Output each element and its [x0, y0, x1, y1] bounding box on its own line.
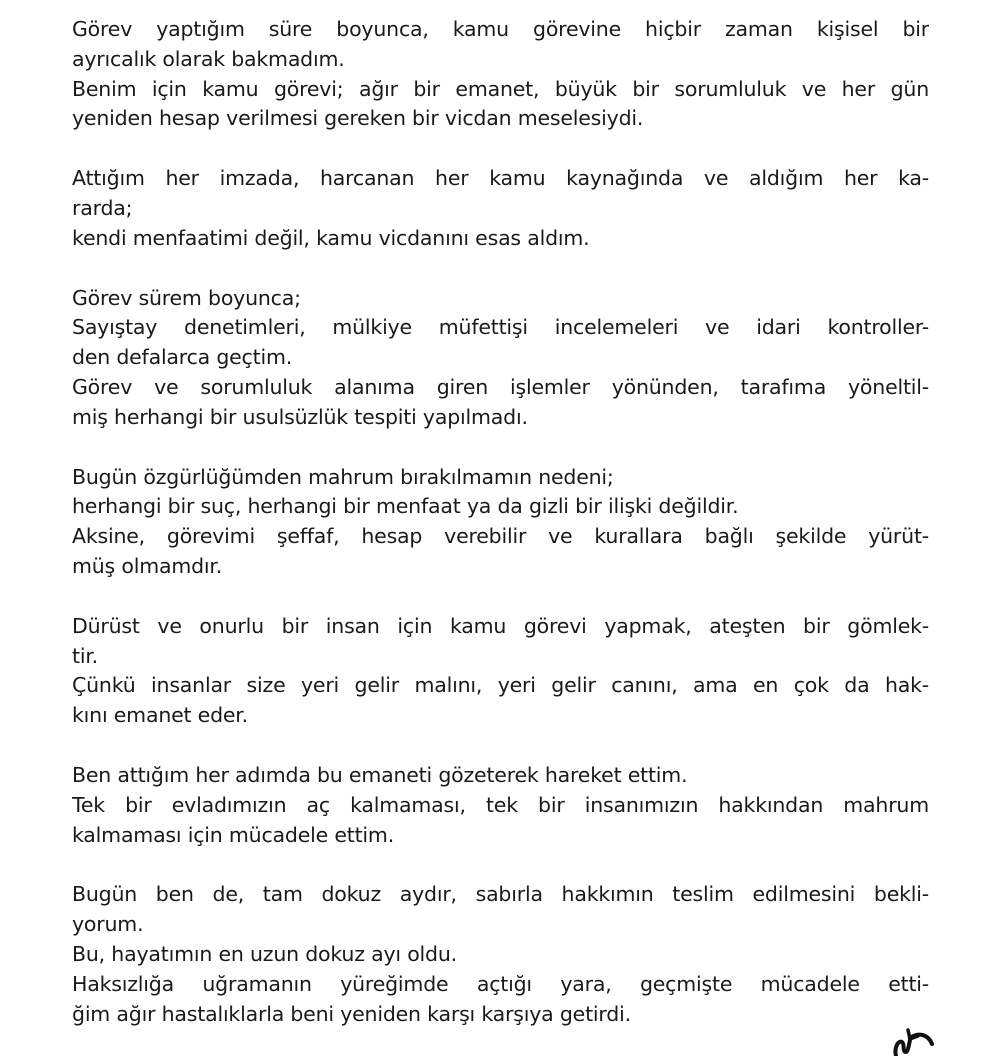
text-line: Görev ve sorumluluk alanıma giren işlemler yönünden, tarafıma yöneltil-	[72, 374, 929, 399]
text-line: Çünkü insanlar size yeri gelir malını, yeri gelir canını, ama en çok da hak-	[72, 673, 929, 698]
paragraph-4	[72, 463, 929, 582]
text-line: ğim ağır hastalıklarla beni yeniden karşı karşıya getirdi.	[72, 1001, 631, 1026]
text-line: Tek bir evladımızın aç kalmaması, tek bir insanımızın hakkından mahrum	[72, 792, 929, 817]
text-line: kını emanet eder.	[72, 703, 248, 728]
paragraph-7	[72, 880, 929, 1029]
text-line: Görev sürem boyunca;	[72, 285, 301, 310]
text-line: herhangi bir suç, herhangi bir menfaat ya da gizli bir ilişki değildir.	[72, 494, 739, 519]
text-line: yorum.	[72, 912, 144, 937]
text-line: Sayıştay denetimleri, mülkiye müfettişi incelemeleri ve idari kontroller-	[72, 315, 929, 340]
letter-body	[72, 15, 929, 1059]
text-line: Görev yaptığım süre boyunca, kamu görevine hiçbir zaman kişisel bir	[72, 17, 929, 41]
text-line: kendi menfaatimi değil, kamu vicdanını esas aldım.	[72, 225, 590, 250]
text-line: Attığım her imzada, harcanan her kamu kaynağında ve aldığım her ka-	[72, 166, 929, 191]
text-line: Dürüst ve onurlu bir insan için kamu görevi yapmak, ateşten bir gömlek-	[72, 613, 929, 638]
text-line: yeniden hesap verilmesi gereken bir vicdan meselesiydi.	[72, 106, 644, 131]
text-line: Bu, hayatımın en uzun dokuz ayı oldu.	[72, 941, 457, 966]
text-line: den defalarca geçtim.	[72, 345, 293, 370]
text-line: Ben attığım her adımda bu emaneti gözeterek hareket ettim.	[72, 762, 688, 787]
handwritten-signature-icon	[892, 1026, 952, 1056]
text-line: Bugün ben de, tam dokuz aydır, sabırla hakkımın teslim edilmesini bekli-	[72, 882, 929, 907]
text-line: Bugün özgürlüğümden mahrum bırakılmamın nedeni;	[72, 464, 614, 489]
text-line: müş olmamdır.	[72, 553, 223, 578]
paragraph-5	[72, 612, 929, 731]
text-line: rarda;	[72, 195, 133, 220]
text-line: Aksine, görevimi şeffaf, hesap verebilir ve kurallara bağlı şekilde yürüt-	[72, 524, 929, 549]
paragraph-2	[72, 164, 929, 253]
text-line: ayrıcalık olarak bakmadım.	[72, 46, 345, 71]
text-line: kalmaması için mücadele ettim.	[72, 822, 395, 847]
text-line: Haksızlığa uğramanın yüreğimde açtığı yara, geçmişte mücadele etti-	[72, 971, 929, 996]
paragraph-6	[72, 761, 929, 850]
text-line: Benim için kamu görevi; ağır bir emanet, büyük bir sorumluluk ve her gün	[72, 76, 929, 101]
paragraph-3	[72, 284, 929, 433]
text-line: tir.	[72, 643, 98, 668]
text-line: miş herhangi bir usulsüzlük tespiti yapılmadı.	[72, 404, 528, 429]
paragraph-1	[72, 15, 929, 134]
